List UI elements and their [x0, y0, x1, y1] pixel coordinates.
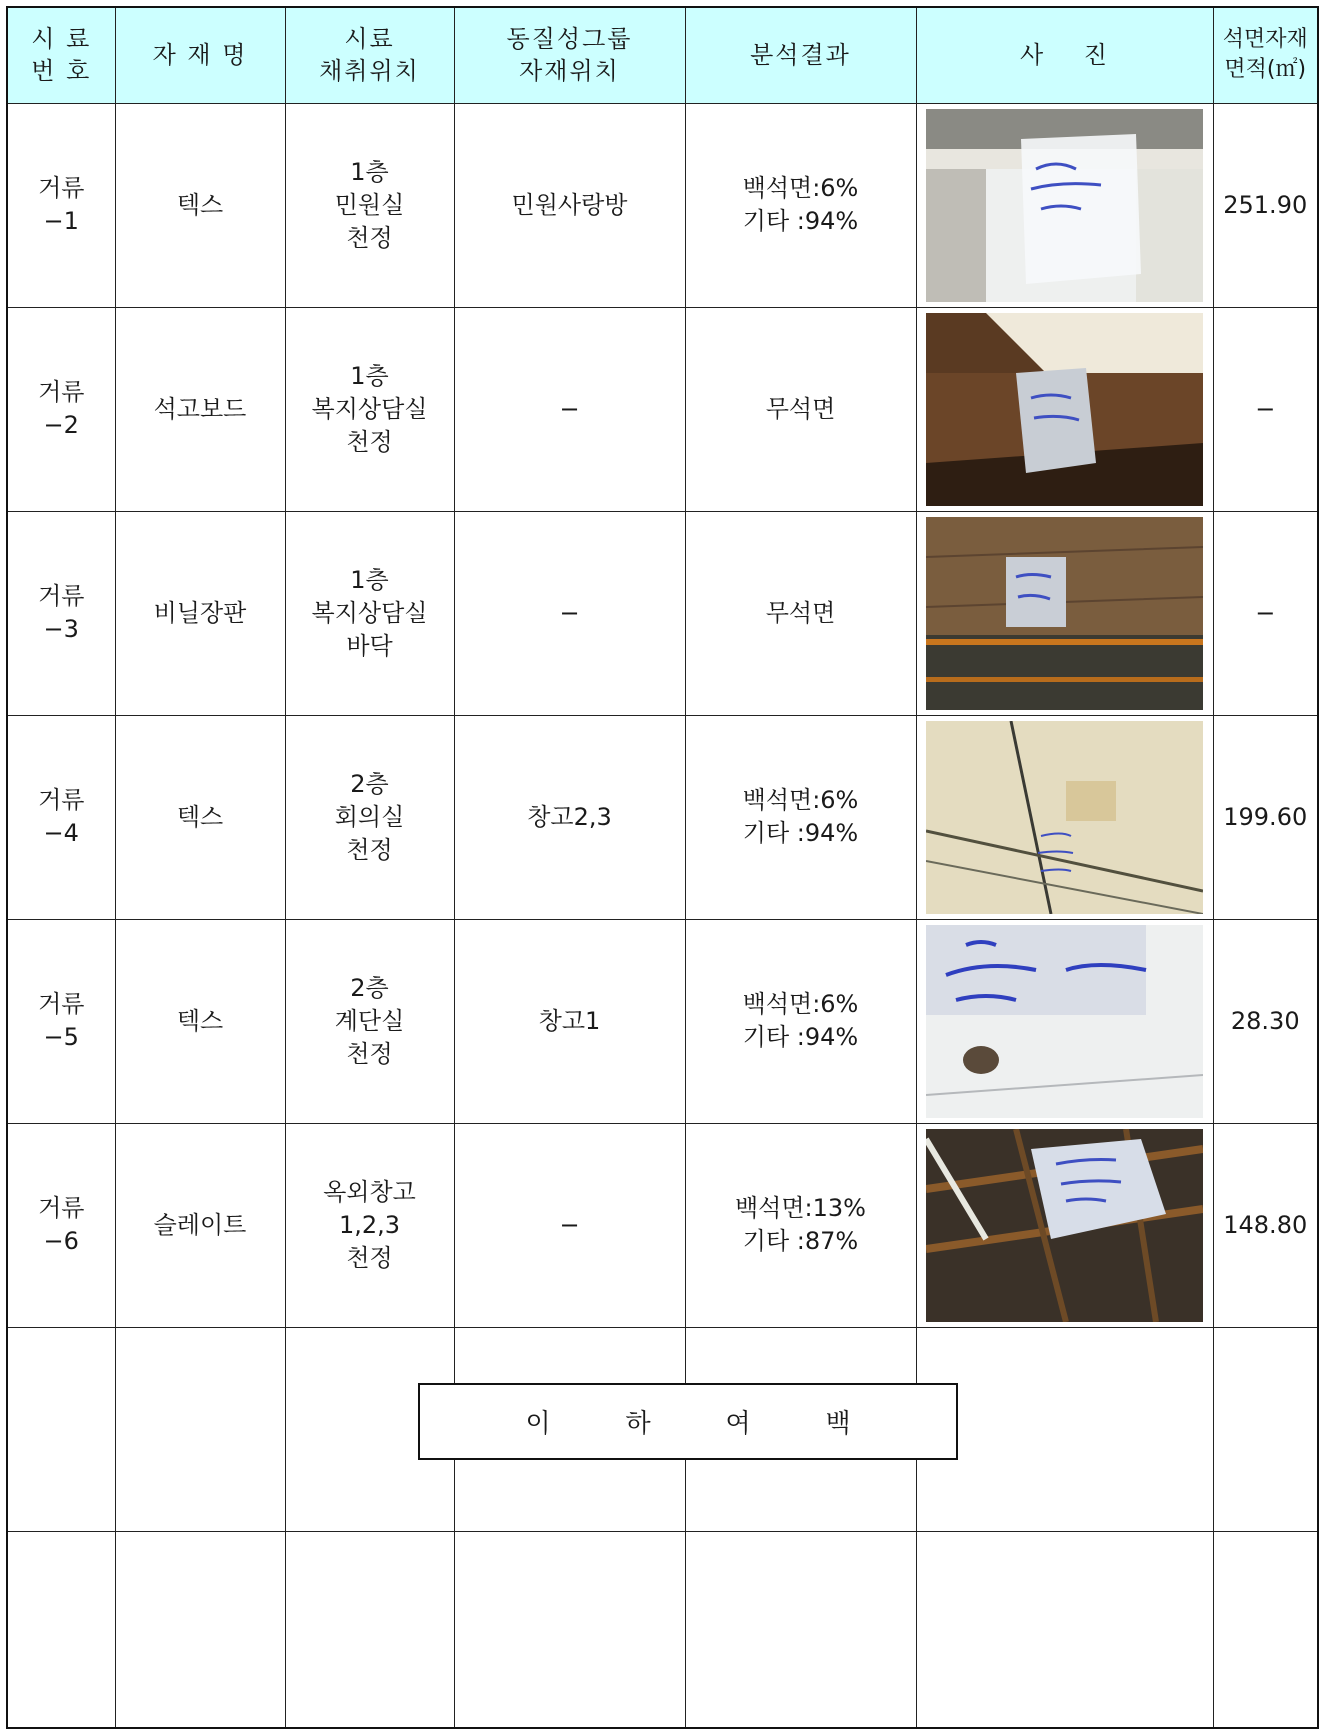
sample-no: 거류 −6	[7, 1123, 115, 1327]
photo-cell	[916, 307, 1213, 511]
header-material: 자 재 명	[115, 7, 285, 103]
analysis-result: 무석면	[685, 307, 916, 511]
asbestos-area: 148.80	[1213, 1123, 1318, 1327]
sample-no: 거류 −2	[7, 307, 115, 511]
sample-no: 거류 −3	[7, 511, 115, 715]
photo-vinyl-floor-sample	[926, 517, 1203, 710]
sample-location: 2층 계단실 천정	[285, 919, 454, 1123]
asbestos-area: 199.60	[1213, 715, 1318, 919]
material-name: 텍스	[115, 715, 285, 919]
table-row	[7, 307, 1318, 511]
photo-cell	[916, 511, 1213, 715]
sample-location: 1층 민원실 천정	[285, 103, 454, 307]
analysis-result: 백석면:6% 기타 :94%	[685, 715, 916, 919]
group-location: 민원사랑방	[454, 103, 685, 307]
header-photo: 사 진	[916, 7, 1213, 103]
sample-location: 1층 복지상담실 천정	[285, 307, 454, 511]
sample-location: 1층 복지상담실 바닥	[285, 511, 454, 715]
sample-location: 2층 회의실 천정	[285, 715, 454, 919]
sample-no: 거류 −1	[7, 103, 115, 307]
sample-no: 거류 −5	[7, 919, 115, 1123]
material-name: 석고보드	[115, 307, 285, 511]
sample-no: 거류 −4	[7, 715, 115, 919]
header-group: 동질성그룹 자재위치	[454, 7, 685, 103]
table-row	[7, 1123, 1318, 1327]
end-of-list-note	[418, 1383, 958, 1460]
asbestos-area: 28.30	[1213, 919, 1318, 1123]
material-name: 텍스	[115, 919, 285, 1123]
group-location: −	[454, 511, 685, 715]
photo-ceiling-tex-sample	[926, 109, 1203, 302]
analysis-result: 백석면:6% 기타 :94%	[685, 919, 916, 1123]
table-row	[7, 511, 1318, 715]
material-name: 슬레이트	[115, 1123, 285, 1327]
table-row-empty	[7, 1531, 1318, 1728]
header-area: 석면자재 면적(㎡)	[1213, 7, 1318, 103]
group-location: −	[454, 1123, 685, 1327]
material-name: 텍스	[115, 103, 285, 307]
analysis-result: 백석면:6% 기타 :94%	[685, 103, 916, 307]
header-result: 분석결과	[685, 7, 916, 103]
header-sample-no: 시 료 번 호	[7, 7, 115, 103]
group-location: −	[454, 307, 685, 511]
photo-cell	[916, 715, 1213, 919]
group-location: 창고1	[454, 919, 685, 1123]
end-note-char: 여	[725, 1409, 751, 1439]
table-row	[7, 715, 1318, 919]
asbestos-area: 251.90	[1213, 103, 1318, 307]
end-note-char: 백	[825, 1409, 851, 1439]
analysis-result: 무석면	[685, 511, 916, 715]
header-row	[7, 7, 1318, 103]
asbestos-sample-table	[6, 6, 1319, 1729]
photo-cell	[916, 1123, 1213, 1327]
sample-location: 옥외창고 1,2,3 천정	[285, 1123, 454, 1327]
analysis-result: 백석면:13% 기타 :87%	[685, 1123, 916, 1327]
group-location: 창고2,3	[454, 715, 685, 919]
asbestos-area: −	[1213, 307, 1318, 511]
photo-ceiling-tex-sample	[926, 721, 1203, 914]
end-note-char: 이	[525, 1409, 551, 1439]
asbestos-area: −	[1213, 511, 1318, 715]
photo-gypsum-board-sample	[926, 313, 1203, 506]
material-name: 비닐장판	[115, 511, 285, 715]
photo-ceiling-tex-sample	[926, 925, 1203, 1118]
table-row	[7, 103, 1318, 307]
photo-cell	[916, 919, 1213, 1123]
table-row	[7, 919, 1318, 1123]
photo-slate-roof-sample	[926, 1129, 1203, 1322]
header-location: 시료 채취위치	[285, 7, 454, 103]
end-note-char: 하	[625, 1409, 651, 1439]
photo-cell	[916, 103, 1213, 307]
